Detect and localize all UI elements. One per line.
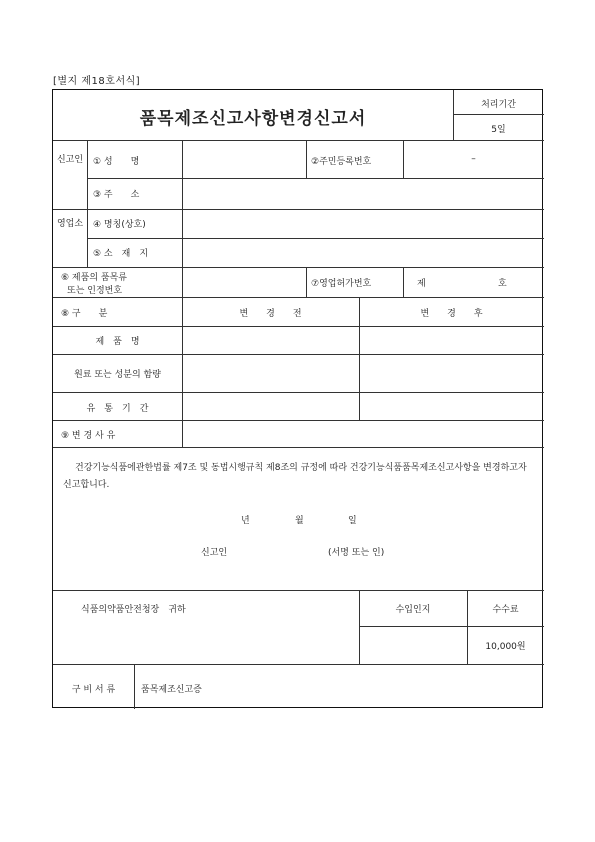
business-section-label: 영업소 bbox=[56, 219, 84, 229]
address-label: ③ 주 소 bbox=[93, 190, 140, 200]
divider bbox=[87, 178, 544, 179]
divider bbox=[306, 140, 307, 178]
signer-label: 신고인 bbox=[201, 548, 228, 558]
processing-period-label: 처리기간 bbox=[481, 100, 516, 110]
license-prefix: 제 bbox=[417, 279, 426, 289]
divider bbox=[134, 664, 135, 709]
divider bbox=[53, 392, 544, 393]
fee-value: 10,000원 bbox=[485, 642, 526, 652]
divider bbox=[53, 590, 544, 591]
revenue-stamp-label: 수입인지 bbox=[395, 605, 431, 615]
declaration-text: 건강기능식품에관한법률 제7조 및 동법시행규칙 제8조의 규정에 따라 건강기능식품품목제조신고사항을 변경하고자 신고합니다. bbox=[63, 463, 527, 490]
reporter-section-label: 신고인 bbox=[56, 155, 84, 165]
divider bbox=[53, 420, 544, 421]
product-name-label: 제 품 명 bbox=[95, 337, 140, 347]
license-suffix: 호 bbox=[498, 279, 507, 289]
required-documents-label: 구 비 서 류 bbox=[71, 685, 116, 695]
after-change-header: 변 경 후 bbox=[420, 309, 483, 319]
report-form bbox=[52, 89, 543, 708]
ingredient-content-label: 원료 또는 성분의 함량 bbox=[74, 370, 161, 380]
license-number-label: ⑦영업허가번호 bbox=[311, 279, 372, 289]
product-type-label-2: 또는 인정번호 bbox=[67, 286, 123, 296]
processing-period-value: 5일 bbox=[491, 125, 506, 135]
divider bbox=[182, 140, 183, 447]
divider bbox=[306, 267, 307, 297]
divider bbox=[87, 238, 544, 239]
product-type-label: ⑥ 제품의 품목류 bbox=[61, 273, 127, 283]
company-name-label: ④ 명칭(상호) bbox=[93, 220, 146, 230]
divider bbox=[87, 140, 88, 267]
form-title: 품목제조신고사항변경신고서 bbox=[139, 109, 367, 129]
divider bbox=[53, 354, 544, 355]
month-label: 월 bbox=[295, 516, 304, 526]
fee-label: 수수료 bbox=[492, 605, 519, 615]
divider bbox=[53, 209, 544, 210]
divider bbox=[403, 267, 404, 297]
day-label: 일 bbox=[348, 516, 357, 526]
form-number-label: [별지 제18호서식] bbox=[53, 76, 141, 87]
divider bbox=[53, 326, 544, 327]
divider bbox=[53, 267, 544, 268]
change-reason-label: ⑨ 변 경 사 유 bbox=[61, 431, 116, 441]
before-change-header: 변 경 전 bbox=[239, 309, 302, 319]
divider bbox=[453, 114, 544, 115]
required-documents-value: 품목제조신고증 bbox=[141, 685, 202, 695]
divider bbox=[359, 626, 544, 627]
location-label: ⑤ 소 재 지 bbox=[93, 249, 149, 259]
resident-number-label: ②주민등록번호 bbox=[311, 157, 372, 167]
divider bbox=[53, 447, 544, 448]
signature-note: (서명 또는 인) bbox=[328, 548, 385, 558]
year-label: 년 bbox=[241, 516, 250, 526]
divider bbox=[53, 140, 544, 141]
resident-number-value: – bbox=[471, 154, 476, 164]
name-label: ① 성 명 bbox=[93, 157, 140, 167]
divider bbox=[53, 297, 544, 298]
addressee: 식품의약품안전청장 귀하 bbox=[81, 605, 186, 615]
divider bbox=[53, 664, 544, 665]
shelf-life-label: 유 통 기 간 bbox=[86, 404, 149, 414]
category-label: ⑧ 구 분 bbox=[61, 309, 108, 319]
